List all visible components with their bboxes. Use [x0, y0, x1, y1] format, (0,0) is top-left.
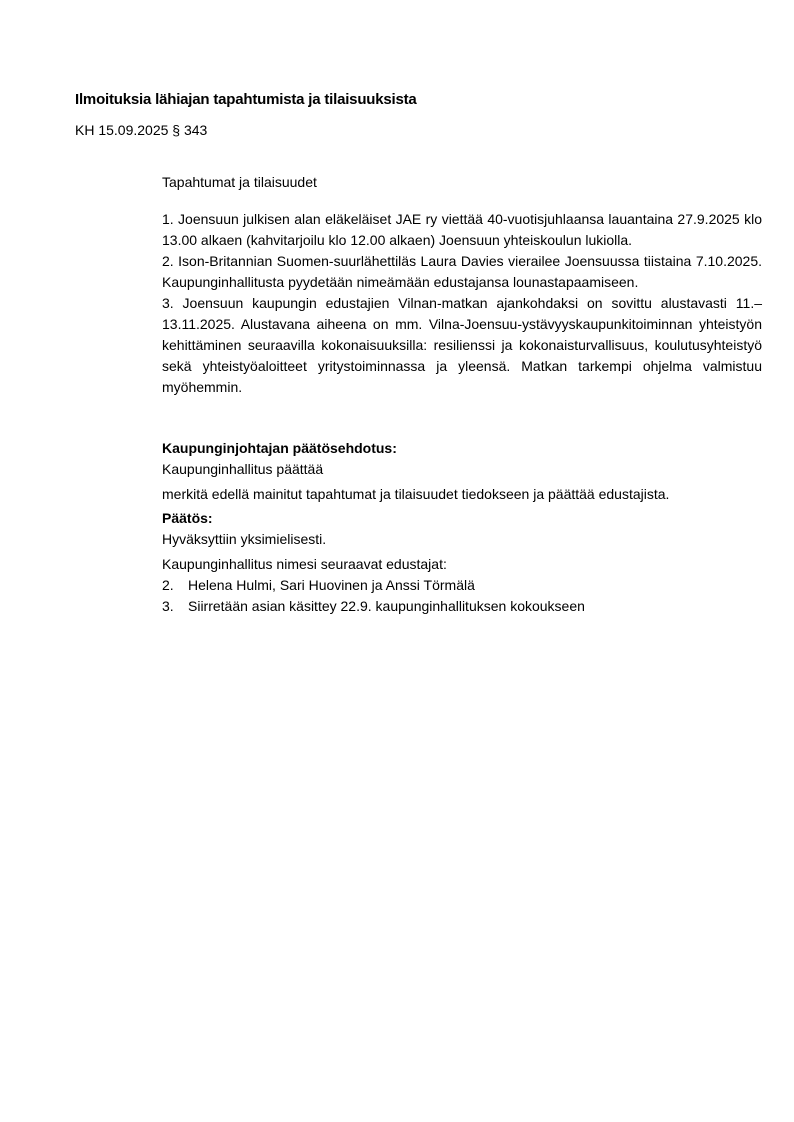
events-block	[162, 209, 762, 398]
decision-heading: Päätös:	[162, 510, 213, 526]
list-item-text: Siirretään asian käsittey 22.9. kaupunginhallituksen kokoukseen	[188, 598, 585, 614]
reference-line: KH 15.09.2025 § 343	[75, 122, 208, 138]
event-paragraph: 3. Joensuun kaupungin edustajien Vilnan-matkan ajankohdaksi on sovittu alustavasti 11.–13.11.2025. Alustavana aiheena on mm. Vilna-Joensuu-ystävyyskaupunkitoiminnan yhteistyön kehittäminen seuraavilla kokonaisuuksilla: resilienssi ja kokonaisturvallisuus, koulutusyhteistyö sekä yhteistyöaloitteet yritystoiminnassa ja yleensä. Matkan tarkempi ohjelma valmistuu myöhemmin.	[162, 295, 762, 395]
event-paragraph: 1. Joensuun julkisen alan eläkeläiset JAE ry viettää 40-vuotisjuhlaansa lauantaina 27.9.2025 klo 13.00 alkaen (kahvitarjoilu klo 12.00 alkaen) Joensuun yhteiskoulun lukiolla.	[162, 211, 762, 248]
proposal-heading: Kaupunginjohtajan päätösehdotus:	[162, 440, 397, 456]
section-intro: Tapahtumat ja tilaisuudet	[162, 174, 317, 190]
list-item	[162, 596, 762, 617]
page-title: Ilmoituksia lähiajan tapahtumista ja tilaisuuksista	[75, 91, 417, 108]
appointees-lead: Kaupunginhallitus nimesi seuraavat edustajat:	[162, 556, 447, 572]
list-item-number: 3.	[162, 598, 174, 614]
proposal-lead: Kaupunginhallitus päättää	[162, 461, 324, 477]
decision-text: Hyväksyttiin yksimielisesti.	[162, 531, 327, 547]
list-item-text: Helena Hulmi, Sari Huovinen ja Anssi Törmälä	[188, 577, 475, 593]
appointees-block	[162, 554, 762, 617]
decision-block	[162, 508, 762, 550]
proposal-block	[162, 438, 762, 480]
list-item-number: 2.	[162, 577, 174, 593]
event-paragraph: 2. Ison-Britannian Suomen-suurlähettiläs Laura Davies vierailee Joensuussa tiistaina 7.10.2025. Kaupunginhallitusta pyydetään nimeämään edustajansa lounastapaamiseen.	[162, 253, 762, 290]
proposal-text: merkitä edellä mainitut tapahtumat ja tilaisuudet tiedokseen ja päättää edustajista.	[162, 486, 670, 502]
list-item	[162, 575, 762, 596]
